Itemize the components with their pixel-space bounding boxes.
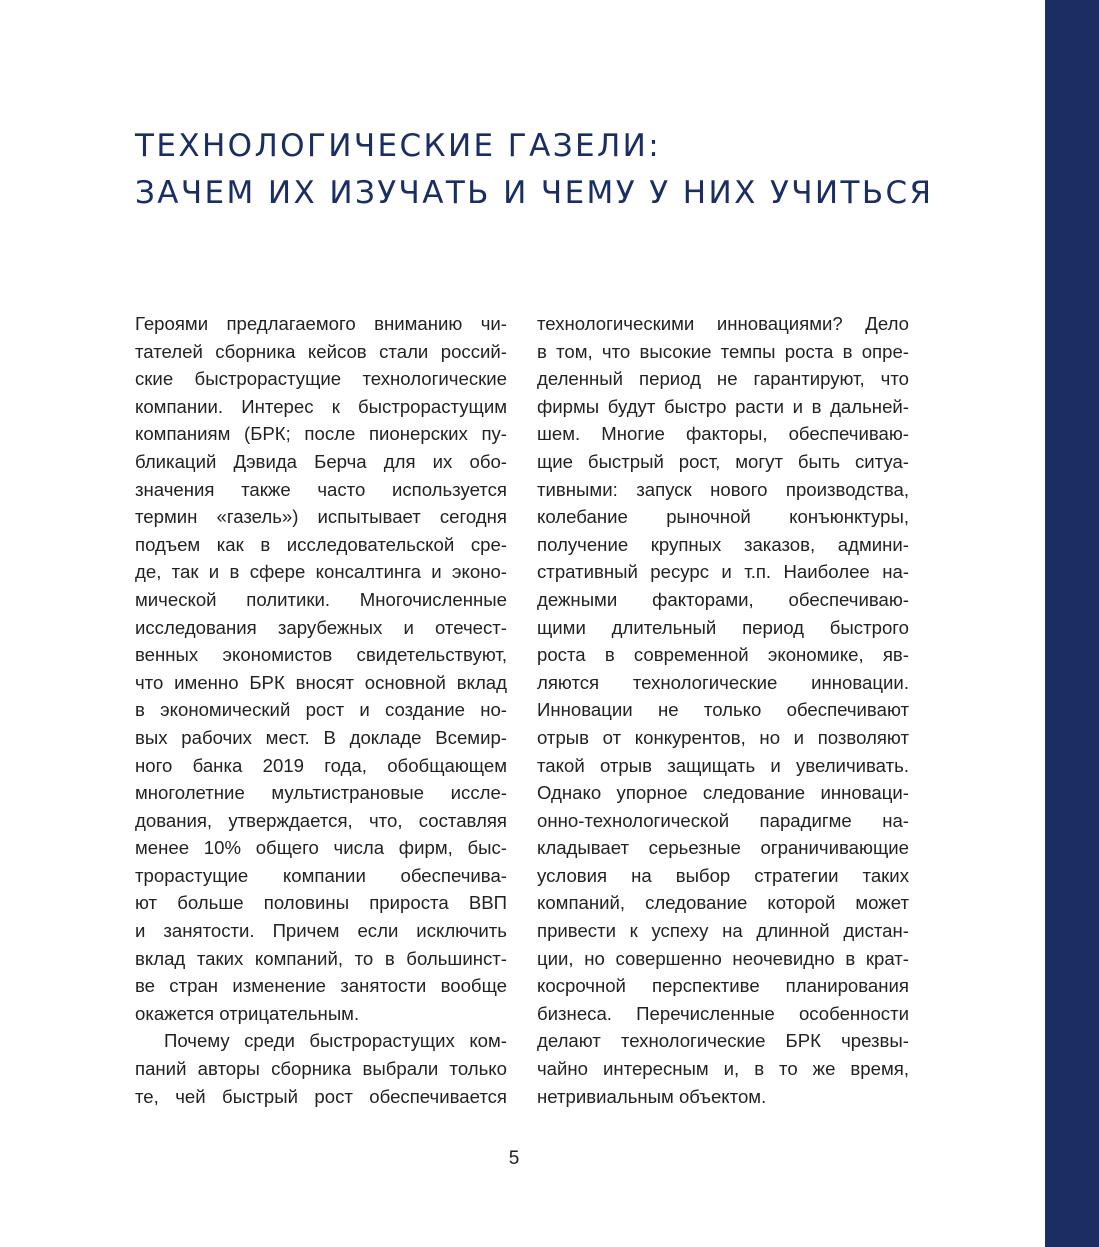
text-line: окажется отрицательным. <box>135 1002 360 1024</box>
text-line: ве стран изменение занятости вообще <box>135 975 507 997</box>
text-line: Почему среди быстрорастущих ком- <box>164 1030 507 1052</box>
text-line: ские быстрорастущие технологические <box>135 368 507 390</box>
text-line: колебание рыночной конъюнктуры, <box>537 506 909 528</box>
text-line: подъем как в исследовательской сре- <box>135 533 507 555</box>
text-line: компании. Интерес к быстрорастущим <box>135 395 507 417</box>
text-line: шем. Многие факторы, обеспечиваю- <box>537 423 909 445</box>
text-line: что именно БРК вносят основной вклад <box>135 671 507 693</box>
text-line: значения также часто используется <box>135 478 507 500</box>
text-line: дежными факторами, обеспечиваю- <box>537 588 909 610</box>
text-line: венных экономистов свидетельствуют, <box>135 644 507 666</box>
text-line: и занятости. Причем если исключить <box>135 920 507 942</box>
text-line: Однако упорное следование инноваци- <box>537 782 909 804</box>
page-number: 5 <box>508 1148 520 1169</box>
left-column <box>135 310 507 1110</box>
page-title <box>135 123 1015 217</box>
text-line: роста в современной экономике, яв- <box>537 644 909 666</box>
title-line-2: ЗАЧЕМ ИХ ИЗУЧАТЬ И ЧЕМУ У НИХ УЧИТЬСЯ <box>135 175 934 211</box>
text-line: компаниям (БРК; после пионерских пу- <box>135 423 507 445</box>
text-line: получение крупных заказов, админи- <box>537 533 909 555</box>
text-line: тивными: запуск нового производства, <box>537 478 909 500</box>
text-line: паний авторы сборника выбрали только <box>135 1058 507 1080</box>
side-color-bar <box>1045 0 1099 1247</box>
text-line: де, так и в сфере консалтинга и эконо- <box>135 561 507 583</box>
text-line: чайно интересным и, в то же время, <box>537 1058 909 1080</box>
text-line: исследования зарубежных и отечест- <box>135 616 507 638</box>
text-line: мической политики. Многочисленные <box>135 588 507 610</box>
text-line: компаний, следование которой может <box>537 892 909 914</box>
text-line: термин «газель») испытывает сегодня <box>135 506 507 528</box>
text-line: отрыв от конкурентов, но и позволяют <box>537 726 909 748</box>
text-line: ляются технологические инновации. <box>537 671 909 693</box>
text-line: щими длительный период быстрого <box>537 616 909 638</box>
text-line: менее 10% общего числа фирм, быс- <box>135 837 507 859</box>
text-line: бизнеса. Перечисленные особенности <box>537 1002 909 1024</box>
text-line: дования, утверждается, что, составляя <box>135 809 507 831</box>
text-line: те, чей быстрый рост обеспечивается <box>135 1085 507 1107</box>
text-line: ции, но совершенно неочевидно в крат- <box>537 947 909 969</box>
text-line: Инновации не только обеспечивают <box>537 699 909 721</box>
text-line: делают технологические БРК чрезвы- <box>537 1030 909 1052</box>
text-line: привести к успеху на длинной дистан- <box>537 920 909 942</box>
text-line: Героями предлагаемого вниманию чи- <box>135 313 507 334</box>
text-line: бликаций Дэвида Берча для их обо- <box>135 450 507 472</box>
text-line: условия на выбор стратегии таких <box>537 864 909 886</box>
text-line: многолетние мультистрановые иссле- <box>135 782 507 804</box>
text-line: ного банка 2019 года, обобщающем <box>135 754 507 776</box>
text-line: онно-технологической парадигме на- <box>537 809 909 831</box>
text-line: такой отрыв защищать и увеличивать. <box>537 754 909 776</box>
text-line: технологическими инновациями? Дело <box>537 313 909 334</box>
title-line-1: ТЕХНОЛОГИЧЕСКИЕ ГАЗЕЛИ: <box>135 128 662 164</box>
right-column <box>537 310 909 1110</box>
text-line: деленный период не гарантируют, что <box>537 368 909 390</box>
text-line: фирмы будут быстро расти и в дальней- <box>537 395 909 417</box>
text-line: в том, что высокие темпы роста в опре- <box>537 340 909 362</box>
text-line: трорастущие компании обеспечива- <box>135 864 507 886</box>
text-line: вых рабочих мест. В докладе Всемир- <box>135 726 507 748</box>
text-line: ют больше половины прироста ВВП <box>135 892 507 914</box>
text-line: щие быстрый рост, могут быть ситуа- <box>537 450 909 472</box>
text-line: косрочной перспективе планирования <box>537 975 909 997</box>
text-line: тателей сборника кейсов стали россий- <box>135 340 507 362</box>
text-line: стративный ресурс и т.п. Наиболее на- <box>537 561 909 583</box>
text-line: в экономический рост и создание но- <box>135 699 507 721</box>
text-line: нетривиальным объектом. <box>537 1085 767 1107</box>
text-line: кладывает серьезные ограничивающие <box>537 837 909 859</box>
text-line: вклад таких компаний, то в большинст- <box>135 947 507 969</box>
